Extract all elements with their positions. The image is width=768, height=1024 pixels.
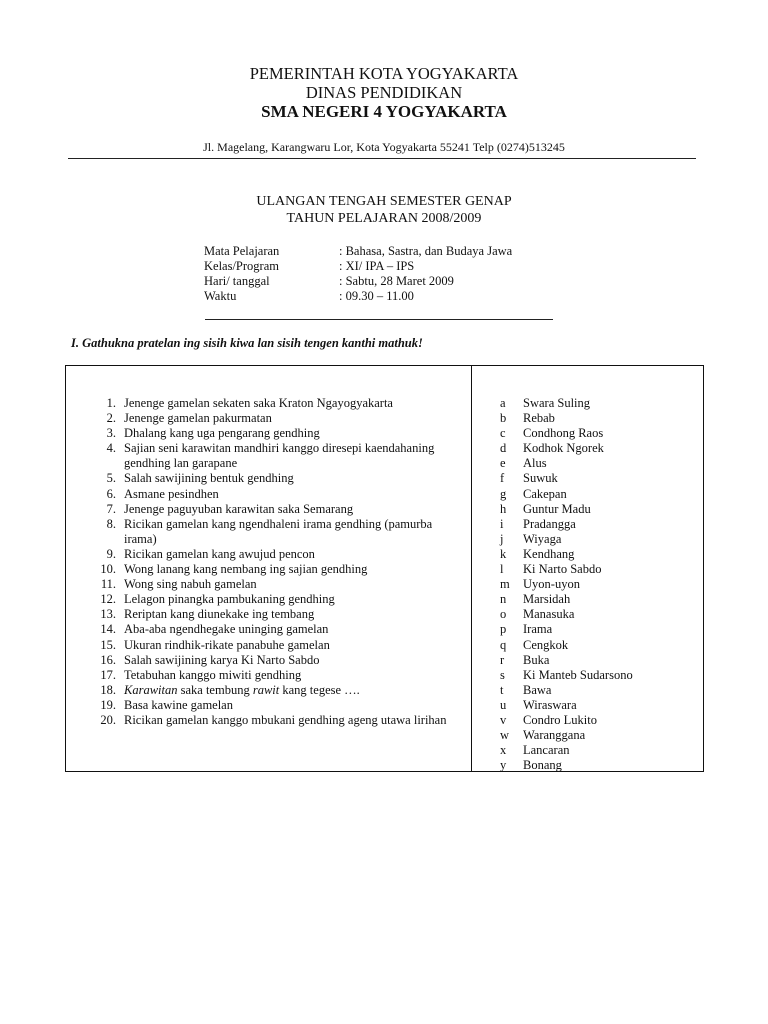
question-text: Aba-aba ngendhegake uninging gamelan xyxy=(124,622,329,637)
question-text-italic: Karawitan xyxy=(124,682,178,697)
table-column-divider xyxy=(471,365,472,772)
question-item xyxy=(82,638,466,653)
info-value: : Bahasa, Sastra, dan Budaya Jawa xyxy=(339,244,513,258)
info-label: Waktu xyxy=(204,289,237,303)
answer-letter: o xyxy=(500,607,507,622)
question-number: 1. xyxy=(106,396,116,410)
answer-item xyxy=(500,607,690,622)
question-text: Dhalang kang uga pengarang gendhing xyxy=(124,426,320,441)
question-item xyxy=(82,592,466,607)
question-text: Asmane pesindhen xyxy=(124,486,219,501)
answer-text: Cengkok xyxy=(523,637,569,652)
question-item xyxy=(82,517,466,547)
question-number: 18. xyxy=(100,682,116,697)
answer-item xyxy=(500,713,690,728)
question-number: 17. xyxy=(100,667,116,682)
answer-text: Alus xyxy=(523,456,547,471)
info-row-class xyxy=(204,259,512,274)
government-name: PEMERINTAH KOTA YOGYAKARTA xyxy=(249,64,519,83)
question-list xyxy=(82,396,466,728)
answer-text: Irama xyxy=(523,622,553,637)
answer-letter: h xyxy=(500,501,507,516)
question-number: 13. xyxy=(100,607,116,622)
question-text: Salah sawijining bentuk gendhing xyxy=(124,471,294,486)
question-number: 3. xyxy=(106,426,116,441)
answer-text: Rebab xyxy=(523,411,555,426)
answer-letter: q xyxy=(500,637,507,652)
answer-item xyxy=(500,396,690,411)
answer-text: Cakepan xyxy=(523,486,567,501)
answer-item xyxy=(500,743,690,758)
answer-text: Kendhang xyxy=(523,546,575,561)
answer-letter: v xyxy=(500,712,507,727)
answer-text: Marsidah xyxy=(523,592,571,607)
question-number: 11. xyxy=(100,577,116,592)
question-item xyxy=(82,562,466,577)
info-value: : Sabtu, 28 Maret 2009 xyxy=(339,274,454,288)
answer-item xyxy=(500,592,690,607)
question-item xyxy=(82,441,466,471)
answer-item xyxy=(500,638,690,653)
answer-letter: w xyxy=(500,728,510,743)
school-address: Jl. Magelang, Karangwaru Lor, Kota Yogyakarta 55241 Telp (0274)513245 xyxy=(203,140,565,154)
info-row-subject xyxy=(204,244,512,259)
question-item xyxy=(82,426,466,441)
answer-item xyxy=(500,456,690,471)
question-text: Ricikan gamelan kang ngendhaleni irama gendhing (pamurba irama) xyxy=(124,516,433,546)
answer-letter: c xyxy=(500,426,506,441)
question-text: Salah sawijining karya Ki Narto Sabdo xyxy=(124,652,320,667)
question-item xyxy=(82,698,466,713)
question-text-italic: rawit xyxy=(252,682,280,697)
answer-letter: i xyxy=(500,516,504,531)
question-item xyxy=(82,487,466,502)
answer-letter: e xyxy=(500,456,506,471)
answer-letter: l xyxy=(500,562,504,577)
question-item xyxy=(82,577,466,592)
question-number: 19. xyxy=(100,697,116,712)
question-number: 4. xyxy=(106,441,116,456)
question-number: 15. xyxy=(100,637,116,652)
answer-item xyxy=(500,653,690,668)
answer-item xyxy=(500,487,690,502)
answer-text: Swara Suling xyxy=(523,396,591,410)
question-text: Ricikan gamelan kanggo mbukani gendhing ageng utawa lirihan xyxy=(124,712,447,727)
info-label: Mata Pelajaran xyxy=(204,244,280,258)
question-item xyxy=(82,502,466,517)
answer-text: Ki Manteb Sudarsono xyxy=(523,667,633,682)
answer-item xyxy=(500,562,690,577)
answer-text: Uyon-uyon xyxy=(523,577,580,592)
answer-letter: g xyxy=(500,486,507,501)
answer-item xyxy=(500,668,690,683)
section-instruction: I. Gathukna pratelan ing sisih kiwa lan sisih tengen kanthi mathuk! xyxy=(71,336,423,350)
answer-text: Ki Narto Sabdo xyxy=(523,562,602,577)
answer-text: Suwuk xyxy=(523,471,558,486)
question-number: 10. xyxy=(100,562,116,577)
question-text: Jenenge gamelan sekaten saka Kraton Ngayogyakarta xyxy=(124,396,393,410)
answer-list xyxy=(500,396,690,773)
exam-title xyxy=(0,193,768,227)
info-row-time xyxy=(204,289,512,304)
answer-text: Guntur Madu xyxy=(523,501,591,516)
answer-text: Wiyaga xyxy=(523,531,562,546)
answer-item xyxy=(500,441,690,456)
answer-letter: r xyxy=(500,652,505,667)
info-value: : 09.30 – 11.00 xyxy=(339,289,414,303)
info-divider xyxy=(205,319,553,320)
question-number: 6. xyxy=(106,486,116,501)
answer-item xyxy=(500,728,690,743)
answer-item xyxy=(500,471,690,486)
answer-letter: b xyxy=(500,411,507,426)
answer-letter: p xyxy=(500,622,507,637)
question-number: 8. xyxy=(106,516,116,531)
question-text: Ukuran rindhik-rikate panabuhe gamelan xyxy=(124,637,330,652)
question-number: 16. xyxy=(100,652,116,667)
question-text: Lelagon pinangka pambukaning gendhing xyxy=(124,592,335,607)
answer-letter: k xyxy=(500,546,507,561)
question-item xyxy=(82,622,466,637)
header-divider xyxy=(68,158,696,159)
question-item xyxy=(82,713,466,728)
answer-letter: y xyxy=(500,758,507,773)
answer-item xyxy=(500,622,690,637)
question-number: 2. xyxy=(106,411,116,426)
answer-letter: m xyxy=(500,577,510,592)
question-item xyxy=(82,668,466,683)
question-text: Reriptan kang diunekake ing tembang xyxy=(124,607,315,622)
question-number: 14. xyxy=(100,622,116,637)
answer-text: Kodhok Ngorek xyxy=(523,441,604,456)
answer-letter: u xyxy=(500,697,507,712)
answer-item xyxy=(500,547,690,562)
answer-letter: f xyxy=(500,471,505,486)
exam-title-line2: TAHUN PELAJARAN 2008/2009 xyxy=(286,211,482,226)
question-number: 5. xyxy=(106,471,116,486)
answer-item xyxy=(500,577,690,592)
info-label: Kelas/Program xyxy=(204,259,279,273)
answer-item xyxy=(500,758,690,773)
question-number: 12. xyxy=(100,592,116,607)
question-item xyxy=(82,607,466,622)
answer-item xyxy=(500,426,690,441)
answer-letter: x xyxy=(500,743,507,758)
answer-text: Condhong Raos xyxy=(523,426,604,441)
info-row-date xyxy=(204,274,512,289)
question-text: Jenenge paguyuban karawitan saka Semarang xyxy=(124,501,354,516)
question-text-part: kang tegese …. xyxy=(279,682,360,697)
answer-letter: d xyxy=(500,441,507,456)
question-number: 7. xyxy=(106,501,116,516)
question-item xyxy=(82,396,466,411)
answer-letter: t xyxy=(500,682,504,697)
answer-text: Pradangga xyxy=(523,516,576,531)
question-text: Jenenge gamelan pakurmatan xyxy=(124,411,272,426)
info-label: Hari/ tanggal xyxy=(204,274,270,288)
answer-text: Condro Lukito xyxy=(523,712,597,727)
info-value: : XI/ IPA – IPS xyxy=(339,259,415,273)
question-text-part: saka tembung xyxy=(177,682,253,697)
answer-text: Wiraswara xyxy=(523,697,577,712)
school-name: SMA NEGERI 4 YOGYAKARTA xyxy=(261,102,507,121)
answer-item xyxy=(500,683,690,698)
department-name: DINAS PENDIDIKAN xyxy=(305,83,463,102)
answer-item xyxy=(500,517,690,532)
question-item xyxy=(82,683,466,698)
question-text: Wong sing nabuh gamelan xyxy=(124,577,257,592)
question-item xyxy=(82,471,466,486)
answer-text: Waranggana xyxy=(523,728,586,743)
answer-item xyxy=(500,532,690,547)
question-text: Ricikan gamelan kang awujud pencon xyxy=(124,546,315,561)
question-item xyxy=(82,547,466,562)
answer-item xyxy=(500,411,690,426)
exam-title-line1: ULANGAN TENGAH SEMESTER GENAP xyxy=(256,194,512,209)
answer-item xyxy=(500,698,690,713)
answer-letter: s xyxy=(500,667,505,682)
question-text: Sajian seni karawitan mandhiri kanggo diresepi kaendahaning gendhing lan garapane xyxy=(124,441,435,471)
answer-text: Bonang xyxy=(523,758,562,773)
question-number: 20. xyxy=(100,712,116,727)
answer-letter: n xyxy=(500,592,507,607)
answer-text: Bawa xyxy=(523,682,552,697)
answer-text: Buka xyxy=(523,652,550,667)
exam-info xyxy=(204,244,512,304)
answer-text: Manasuka xyxy=(523,607,575,622)
answer-letter: a xyxy=(500,396,506,410)
question-item xyxy=(82,411,466,426)
question-item xyxy=(82,653,466,668)
question-text: Basa kawine gamelan xyxy=(124,697,233,712)
letterhead xyxy=(0,64,768,121)
answer-letter: j xyxy=(500,531,504,546)
question-text: Wong lanang kang nembang ing sajian gendhing xyxy=(124,562,368,577)
question-text: Tetabuhan kanggo miwiti gendhing xyxy=(124,667,302,682)
question-number: 9. xyxy=(106,546,116,561)
answer-item xyxy=(500,502,690,517)
answer-text: Lancaran xyxy=(523,743,570,758)
question-text xyxy=(116,683,466,698)
